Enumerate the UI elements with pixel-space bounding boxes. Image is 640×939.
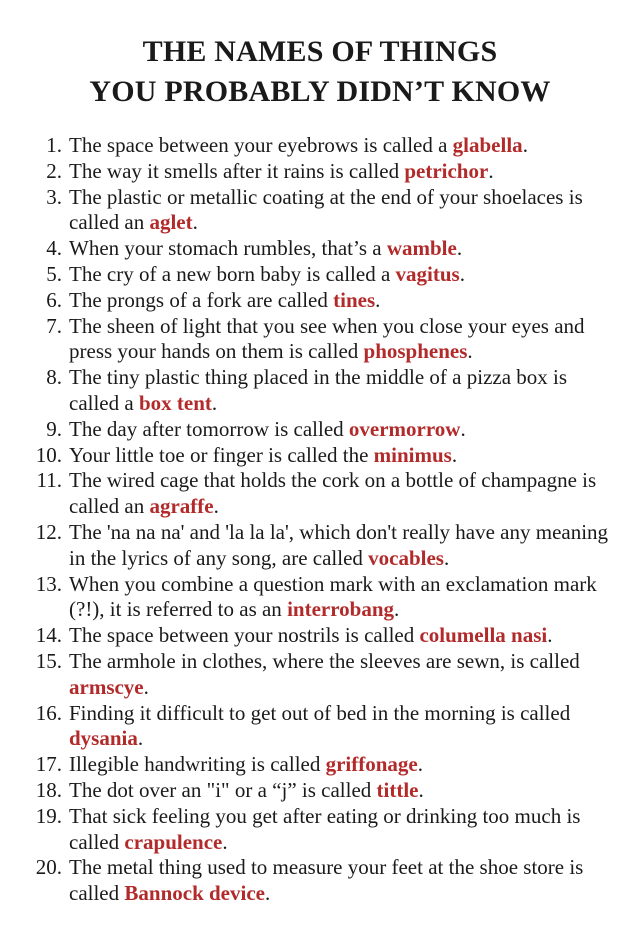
list-item <box>0 288 640 314</box>
list-item <box>0 417 640 443</box>
item-text: The prongs of a fork are called <box>69 287 334 312</box>
list-item <box>0 468 640 520</box>
item-term: tines <box>333 287 376 312</box>
item-number: 3. <box>46 184 62 209</box>
list-item <box>0 133 640 159</box>
item-term: petrichor <box>404 158 489 183</box>
item-text: The cry of a new born baby is called a <box>69 261 396 286</box>
item-text: Illegible handwriting is called <box>69 752 326 777</box>
list-item <box>0 649 640 701</box>
item-end: . <box>451 442 458 467</box>
item-term: aglet <box>149 210 193 235</box>
list-item <box>0 262 640 288</box>
item-number: 13. <box>35 571 62 596</box>
facts-list <box>0 133 640 907</box>
list-item <box>0 159 640 185</box>
item-text: The armhole in clothes, where the sleeves are sewn, is called <box>69 648 580 673</box>
item-number: 18. <box>35 777 62 802</box>
list-item <box>0 572 640 624</box>
item-term: agraffe <box>149 494 214 519</box>
item-term: armscye <box>69 674 144 699</box>
list-item <box>0 365 640 417</box>
item-end: . <box>213 494 219 519</box>
item-term: dysania <box>69 726 138 751</box>
item-end: . <box>375 287 381 312</box>
item-term: box tent <box>138 390 212 415</box>
item-end: . <box>264 881 271 906</box>
list-item <box>0 520 640 572</box>
list-item <box>0 778 640 804</box>
item-end: . <box>443 545 450 570</box>
item-text: Your little toe or finger is called the <box>69 442 374 467</box>
item-end: . <box>467 339 473 364</box>
item-end: . <box>547 623 553 648</box>
item-term: vagitus <box>395 261 460 286</box>
item-term: vocables <box>368 545 444 570</box>
item-number: 10. <box>35 442 62 467</box>
item-text: The metal thing used to measure your feet at the shoe store is called <box>69 855 584 906</box>
item-term: columella nasi <box>419 623 548 648</box>
item-number: 16. <box>35 700 62 725</box>
item-number: 8. <box>46 365 62 390</box>
item-number: 6. <box>46 287 62 312</box>
item-end: . <box>192 210 198 235</box>
item-text: That sick feeling you get after eating or drinking too much is called <box>69 803 581 854</box>
item-end: . <box>418 777 424 802</box>
item-end: . <box>417 752 423 777</box>
item-term: griffonage <box>325 752 418 777</box>
item-number: 2. <box>46 158 62 183</box>
item-term: phosphenes <box>363 339 468 364</box>
item-term: tittle <box>376 777 419 802</box>
item-term: minimus <box>373 442 452 467</box>
item-number: 15. <box>35 648 62 673</box>
item-text: The space between your nostrils is called <box>69 623 420 648</box>
item-number: 17. <box>35 752 62 777</box>
list-item <box>0 443 640 469</box>
item-text: The space between your eyebrows is called a <box>69 133 453 157</box>
item-number: 12. <box>35 519 62 544</box>
item-term: Bannock device <box>124 881 265 906</box>
list-item <box>0 752 640 778</box>
item-number: 9. <box>46 416 62 441</box>
item-number: 7. <box>46 313 62 338</box>
list-item <box>0 623 640 649</box>
item-text: The wired cage that holds the cork on a bottle of champagne is called an <box>69 468 597 519</box>
item-number: 1. <box>46 133 62 157</box>
item-term: wamble <box>386 236 457 261</box>
title-line-1: THE NAMES OF THINGS <box>142 35 498 68</box>
list-item <box>0 701 640 753</box>
item-end: . <box>459 261 465 286</box>
item-text: The dot over an "i" or a “j” is called <box>69 777 377 802</box>
item-text: The day after tomorrow is called <box>69 416 349 441</box>
item-number: 20. <box>35 855 62 880</box>
item-term: crapulence <box>124 829 223 854</box>
page-title <box>0 0 640 112</box>
item-text: The way it smells after it rains is called <box>69 158 405 183</box>
list-item <box>0 855 640 907</box>
item-end: . <box>394 597 400 622</box>
item-text: Finding it difficult to get out of bed in the morning is called <box>69 700 571 725</box>
title-line-2: YOU PROBABLY DIDN’T KNOW <box>89 75 551 108</box>
item-term: interrobang <box>287 597 395 622</box>
item-end: . <box>222 829 228 854</box>
item-text: When your stomach rumbles, that’s a <box>69 236 387 261</box>
item-term: overmorrow <box>348 416 461 441</box>
item-end: . <box>137 726 144 751</box>
item-end: . <box>522 133 528 157</box>
list-item <box>0 804 640 856</box>
item-text: The tiny plastic thing placed in the middle of a pizza box is called a <box>69 365 568 415</box>
item-text: The sheen of light that you see when you close your eyes and press your hands on them is called <box>69 313 585 364</box>
item-number: 4. <box>46 236 62 261</box>
item-number: 14. <box>35 623 62 648</box>
item-end: . <box>488 158 494 183</box>
item-end: . <box>460 416 466 441</box>
item-end: . <box>211 390 218 415</box>
list-item <box>0 236 640 262</box>
list-item <box>0 185 640 237</box>
item-text: The 'na na na' and 'la la la', which don't really have any meaning in the lyrics of any song, are called <box>69 519 609 570</box>
item-end: . <box>456 236 463 261</box>
list-item <box>0 314 640 366</box>
item-text: When you combine a question mark with an exclamation mark (?!), it is referred to as an <box>69 571 597 622</box>
item-number: 19. <box>35 803 62 828</box>
item-number: 11. <box>36 468 62 493</box>
item-text: The plastic or metallic coating at the end of your shoelaces is called an <box>69 184 583 235</box>
item-end: . <box>143 674 149 699</box>
item-term: glabella <box>452 133 523 157</box>
item-number: 5. <box>46 261 62 286</box>
